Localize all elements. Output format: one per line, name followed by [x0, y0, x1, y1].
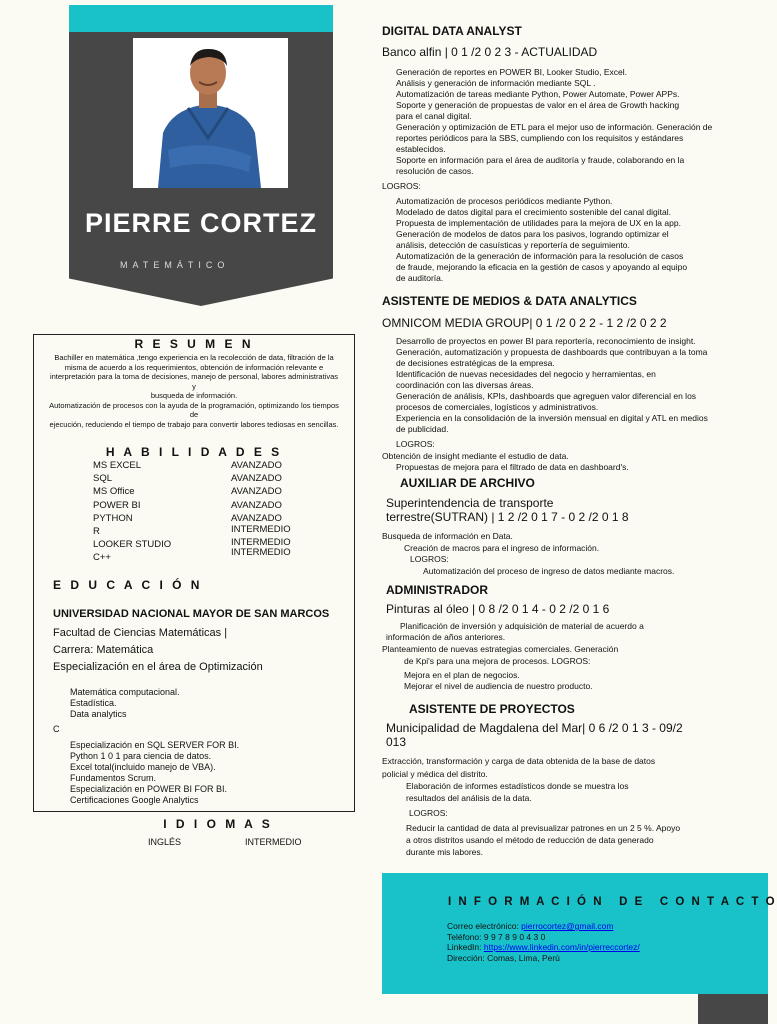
- skill-name: LOOKER STUDIO: [93, 539, 172, 551]
- footer-accent-block: [698, 994, 768, 1024]
- resumen-line: de: [189, 410, 199, 419]
- skill-name: C++: [93, 552, 111, 564]
- job-2-achievement-2: Propuestas de mejora para el filtrado de data en dashboard's.: [396, 462, 629, 472]
- duty-line: Generación y optimización de ETL para el mejor uso de información. Generación de: [396, 122, 713, 132]
- skill-level: INTERMEDIO: [231, 537, 291, 549]
- duty-line: Automatización de tareas mediante Python, Power Automate, Power APPs.: [396, 89, 680, 99]
- contact-box: [382, 873, 777, 994]
- skill-level: AVANZADO: [231, 473, 282, 485]
- language-name: INGLÉS: [148, 837, 182, 847]
- job-5-company-line-2: 013: [386, 735, 407, 749]
- achievement-line: de fraude, mejorando la eficacia en la gestión de casos y apoyando al equipo: [396, 262, 688, 272]
- duty-line: Análisis y generación de información mediante SQL .: [396, 78, 596, 88]
- person-photo-icon: [133, 38, 288, 188]
- career: Carrera: Matemática: [53, 644, 154, 656]
- contact-address-row: [447, 953, 640, 964]
- phone-value: 9 9 7 8 9 0 4 3 0: [483, 931, 546, 942]
- job-2-achievement-1: Obtención de insight mediante el estudio de data.: [382, 451, 569, 461]
- certification-item: Excel total(incluido manejo de VBA).: [70, 762, 216, 772]
- achievement-line: Modelado de datos digital para el crecimiento sostenible del canal digital.: [396, 207, 672, 217]
- resumen-line: y: [192, 381, 196, 391]
- contact-email-row: [447, 921, 640, 932]
- certification-item: Especialización en POWER BI FOR BI.: [70, 784, 228, 794]
- skill-level: AVANZADO: [231, 486, 282, 498]
- contact-details: [447, 921, 640, 963]
- skill-level: AVANZADO: [231, 460, 282, 471]
- address-label: Dirección:: [447, 952, 488, 963]
- skill-name: PYTHON: [93, 512, 133, 524]
- header-accent-bar: [69, 5, 333, 32]
- duty-line: Identificación de nuevas necesidades del negocio y herramientas, en: [396, 369, 656, 379]
- job-4-company: Pinturas al óleo | 0 8 /2 0 1 4 - 0 2 /2 0 1 6: [386, 602, 610, 616]
- profile-photo: [133, 38, 288, 188]
- job-1-role: DIGITAL DATA ANALYST: [382, 24, 522, 38]
- job-4-duty-1: Planificación de inversión y adquisición de material de acuerdo a: [400, 621, 644, 631]
- certification-item: Certificaciones Google Analytics: [70, 795, 199, 805]
- linkedin-link[interactable]: https://www.linkedin.com/in/pierreccortez/: [483, 942, 640, 952]
- educacion-title: E D U C A C I Ó N: [53, 578, 203, 592]
- achievement-line: durante mis labores.: [406, 847, 484, 857]
- resumen-text: [36, 353, 352, 429]
- resumen-line: interpretación para la toma de decisiones, manejo de personal, labores administrativas: [49, 372, 339, 381]
- job-5-duty-1: Extracción, transformación y carga de data obtenida de la base de datos: [382, 756, 656, 766]
- specialization: Especialización en el área de Optimización: [53, 661, 263, 673]
- job-3-duty-1: Busqueda de información en Data.: [382, 531, 513, 541]
- resumen-title: R E S U M E N: [134, 337, 254, 351]
- duty-line: Generación de reportes en POWER BI, Looker Studio, Excel.: [396, 67, 628, 77]
- email-label: Correo electrónico:: [447, 921, 522, 931]
- achievement-line: Reducir la cantidad de data al previsualizar patrones en un 2 5 %. Apoyo: [406, 823, 681, 833]
- duty-line: coordinación con las diversas áreas.: [396, 380, 534, 390]
- resumen-line: busqueda de información.: [150, 391, 238, 400]
- job-5-duty-3: Elaboración de informes estadísticos donde se muestra los: [406, 781, 629, 791]
- skill-name: MS EXCEL: [93, 460, 142, 471]
- skill-name: R: [93, 526, 100, 537]
- job-3-company-line-1: Superintendencia de transporte: [386, 496, 554, 510]
- duty-line: Desarrollo de proyectos en power BI para reportería, reconocimiento de insight.: [396, 336, 696, 346]
- job-5-achievements: [406, 822, 736, 858]
- idiomas-title: I D I O M A S: [163, 817, 273, 831]
- job-3-achievement-1: Automatización del proceso de ingreso de datos mediante macros.: [423, 566, 675, 576]
- certification-item: Python 1 0 1 para ciencia de datos.: [70, 751, 212, 761]
- job-3-role: AUXILIAR DE ARCHIVO: [400, 476, 535, 490]
- contact-linkedin-row: [447, 942, 640, 953]
- candidate-name: PIERRE CORTEZ: [84, 208, 318, 238]
- certifications-list: [70, 740, 330, 806]
- skill-level: INTERMEDIO: [231, 547, 291, 559]
- job-3-duty-2: Creación de macros para el ingreso de información.: [404, 543, 600, 553]
- achievement-line: de auditoría.: [396, 273, 444, 283]
- certifications-title: C: [53, 724, 60, 734]
- course-item: Matemática computacional.: [70, 687, 180, 697]
- courses-list: [70, 687, 320, 717]
- job-4-achievement-1: Mejora en el plan de negocios.: [404, 670, 520, 680]
- skill-name: SQL: [93, 473, 113, 485]
- left-panel: [33, 334, 355, 812]
- certification-item: Especialización en SQL SERVER FOR BI.: [70, 740, 240, 750]
- job-5-company-line-1: Municipalidad de Magdalena del Mar| 0 6 /2 0 1 3 - 09/2: [386, 721, 683, 735]
- skill-name: POWER BI: [93, 499, 141, 511]
- job-2-duties: [396, 336, 751, 435]
- job-1-duties: [396, 67, 741, 177]
- achievement-line: Propuesta de implementación de utilidades para la mejora de UX en la app.: [396, 218, 681, 228]
- resumen-line: Bachiller en matemática ,tengo experiencia en la recolección de data, filtración de la: [54, 353, 334, 362]
- course-item: Data analytics: [70, 709, 127, 719]
- job-1-logros-label: LOGROS:: [382, 181, 421, 191]
- job-1-company: Banco alfin | 0 1 /2 0 2 3 - ACTUALIDAD: [382, 45, 598, 59]
- email-link[interactable]: pierrocortez@gmail.com: [521, 921, 614, 931]
- job-2-logros-label: LOGROS:: [396, 439, 435, 449]
- job-3-logros-label: LOGROS:: [410, 554, 449, 564]
- duty-line: establecidos.: [396, 144, 446, 154]
- achievement-line: a otros distritos usando el método de reducción de data generado: [406, 835, 654, 845]
- job-5-duty-2: policial y médica del distrito.: [382, 769, 488, 779]
- duty-line: Generación, automatización y propuesta de dashboards que contribuyan a la toma: [396, 347, 708, 357]
- achievement-line: Automatización de procesos periódicos mediante Python.: [396, 196, 613, 206]
- duty-line: reportes periódicos para la SBS, cumpliendo con los requisitos y estándares: [396, 133, 684, 143]
- duty-line: para el canal digital.: [396, 111, 472, 121]
- skill-level: AVANZADO: [231, 499, 282, 511]
- linkedin-label: LinkedIn:: [447, 942, 484, 952]
- university: UNIVERSIDAD NACIONAL MAYOR DE SAN MARCOS: [53, 608, 330, 620]
- achievement-line: análisis, detección de casuísticas y reportería de seguimiento.: [396, 240, 630, 250]
- skill-level: INTERMEDIO: [231, 524, 291, 535]
- job-4-achievement-2: Mejorar el nivel de audiencia de nuestro producto.: [404, 681, 593, 691]
- contact-phone-row: [447, 932, 640, 943]
- faculty: Facultad de Ciencias Matemáticas |: [53, 627, 228, 639]
- job-5-duty-4: resultados del análisis de la data.: [406, 793, 532, 803]
- job-4-duty-3: Planteamiento de nuevas estrategias comerciales. Generación: [382, 644, 619, 654]
- duty-line: Experiencia en la consolidación de la inversión mensual en digital y ATL en medios: [396, 413, 708, 423]
- skill-level: AVANZADO: [231, 512, 282, 524]
- course-item: Estadística.: [70, 698, 117, 708]
- duty-line: de publicidad.: [396, 424, 449, 434]
- job-4-role: ADMINISTRADOR: [386, 583, 488, 597]
- address-value: Comas, Lima, Perú: [487, 952, 560, 963]
- duty-line: procesos de comerciales, logísticos y administrativos.: [396, 402, 599, 412]
- certification-item: Fundamentos Scrum.: [70, 773, 157, 783]
- resumen-line: misma de acuerdo a los requerimientos, obtención de información relevante e: [64, 362, 324, 372]
- resumen-line: Automatización de procesos con la ayuda de la programación, optimizando los tiempos: [49, 400, 339, 410]
- job-2-role: ASISTENTE DE MEDIOS & DATA ANALYTICS: [382, 294, 637, 308]
- job-4-duty-4: de Kpi's para una mejora de procesos. LOGROS:: [404, 656, 591, 666]
- skill-name: MS Office: [93, 486, 135, 498]
- phone-label: Teléfono:: [447, 931, 484, 942]
- resumen-line: ejecución, reduciendo el tiempo de trabajo para convertir labores tediosas en sencillas.: [49, 419, 339, 429]
- duty-line: Soporte y generación de propuestas de valor en el área de Growth hacking: [396, 100, 680, 110]
- habilidades-title: H A B I L I D A D E S: [105, 445, 283, 459]
- candidate-title: MATEMÁTICO: [120, 260, 230, 270]
- contact-title: I N F O R M A C I Ó N D E C O N T A C T O: [448, 896, 777, 908]
- job-4-duty-2: información de años anteriores.: [386, 632, 506, 642]
- achievement-line: Generación de modelos de datos para los pasivos, logrando optimizar el: [396, 229, 669, 239]
- job-1-achievements: [396, 196, 741, 284]
- duty-line: Generación de análisis, KPIs, dashboards que agreguen valor diferencial en los: [396, 391, 697, 401]
- language-level: INTERMEDIO: [245, 837, 302, 847]
- job-2-company: OMNICOM MEDIA GROUP| 0 1 /2 0 2 2 - 1 2 /2 0 2 2: [382, 316, 667, 330]
- achievement-line: Automatización de la generación de información para la resolución de casos: [396, 251, 684, 261]
- duty-line: Soporte en información para el área de auditoría y fraude, colaborando en la: [396, 155, 685, 165]
- duty-line: resolución de casos.: [396, 166, 474, 176]
- job-5-role: ASISTENTE DE PROYECTOS: [409, 702, 575, 716]
- job-5-logros-label: LOGROS:: [409, 808, 448, 818]
- duty-line: de decisiones estratégicas de la empresa.: [396, 358, 555, 368]
- job-3-company-line-2: terrestre(SUTRAN) | 1 2 /2 0 1 7 - 0 2 /2 0 1 8: [386, 510, 629, 524]
